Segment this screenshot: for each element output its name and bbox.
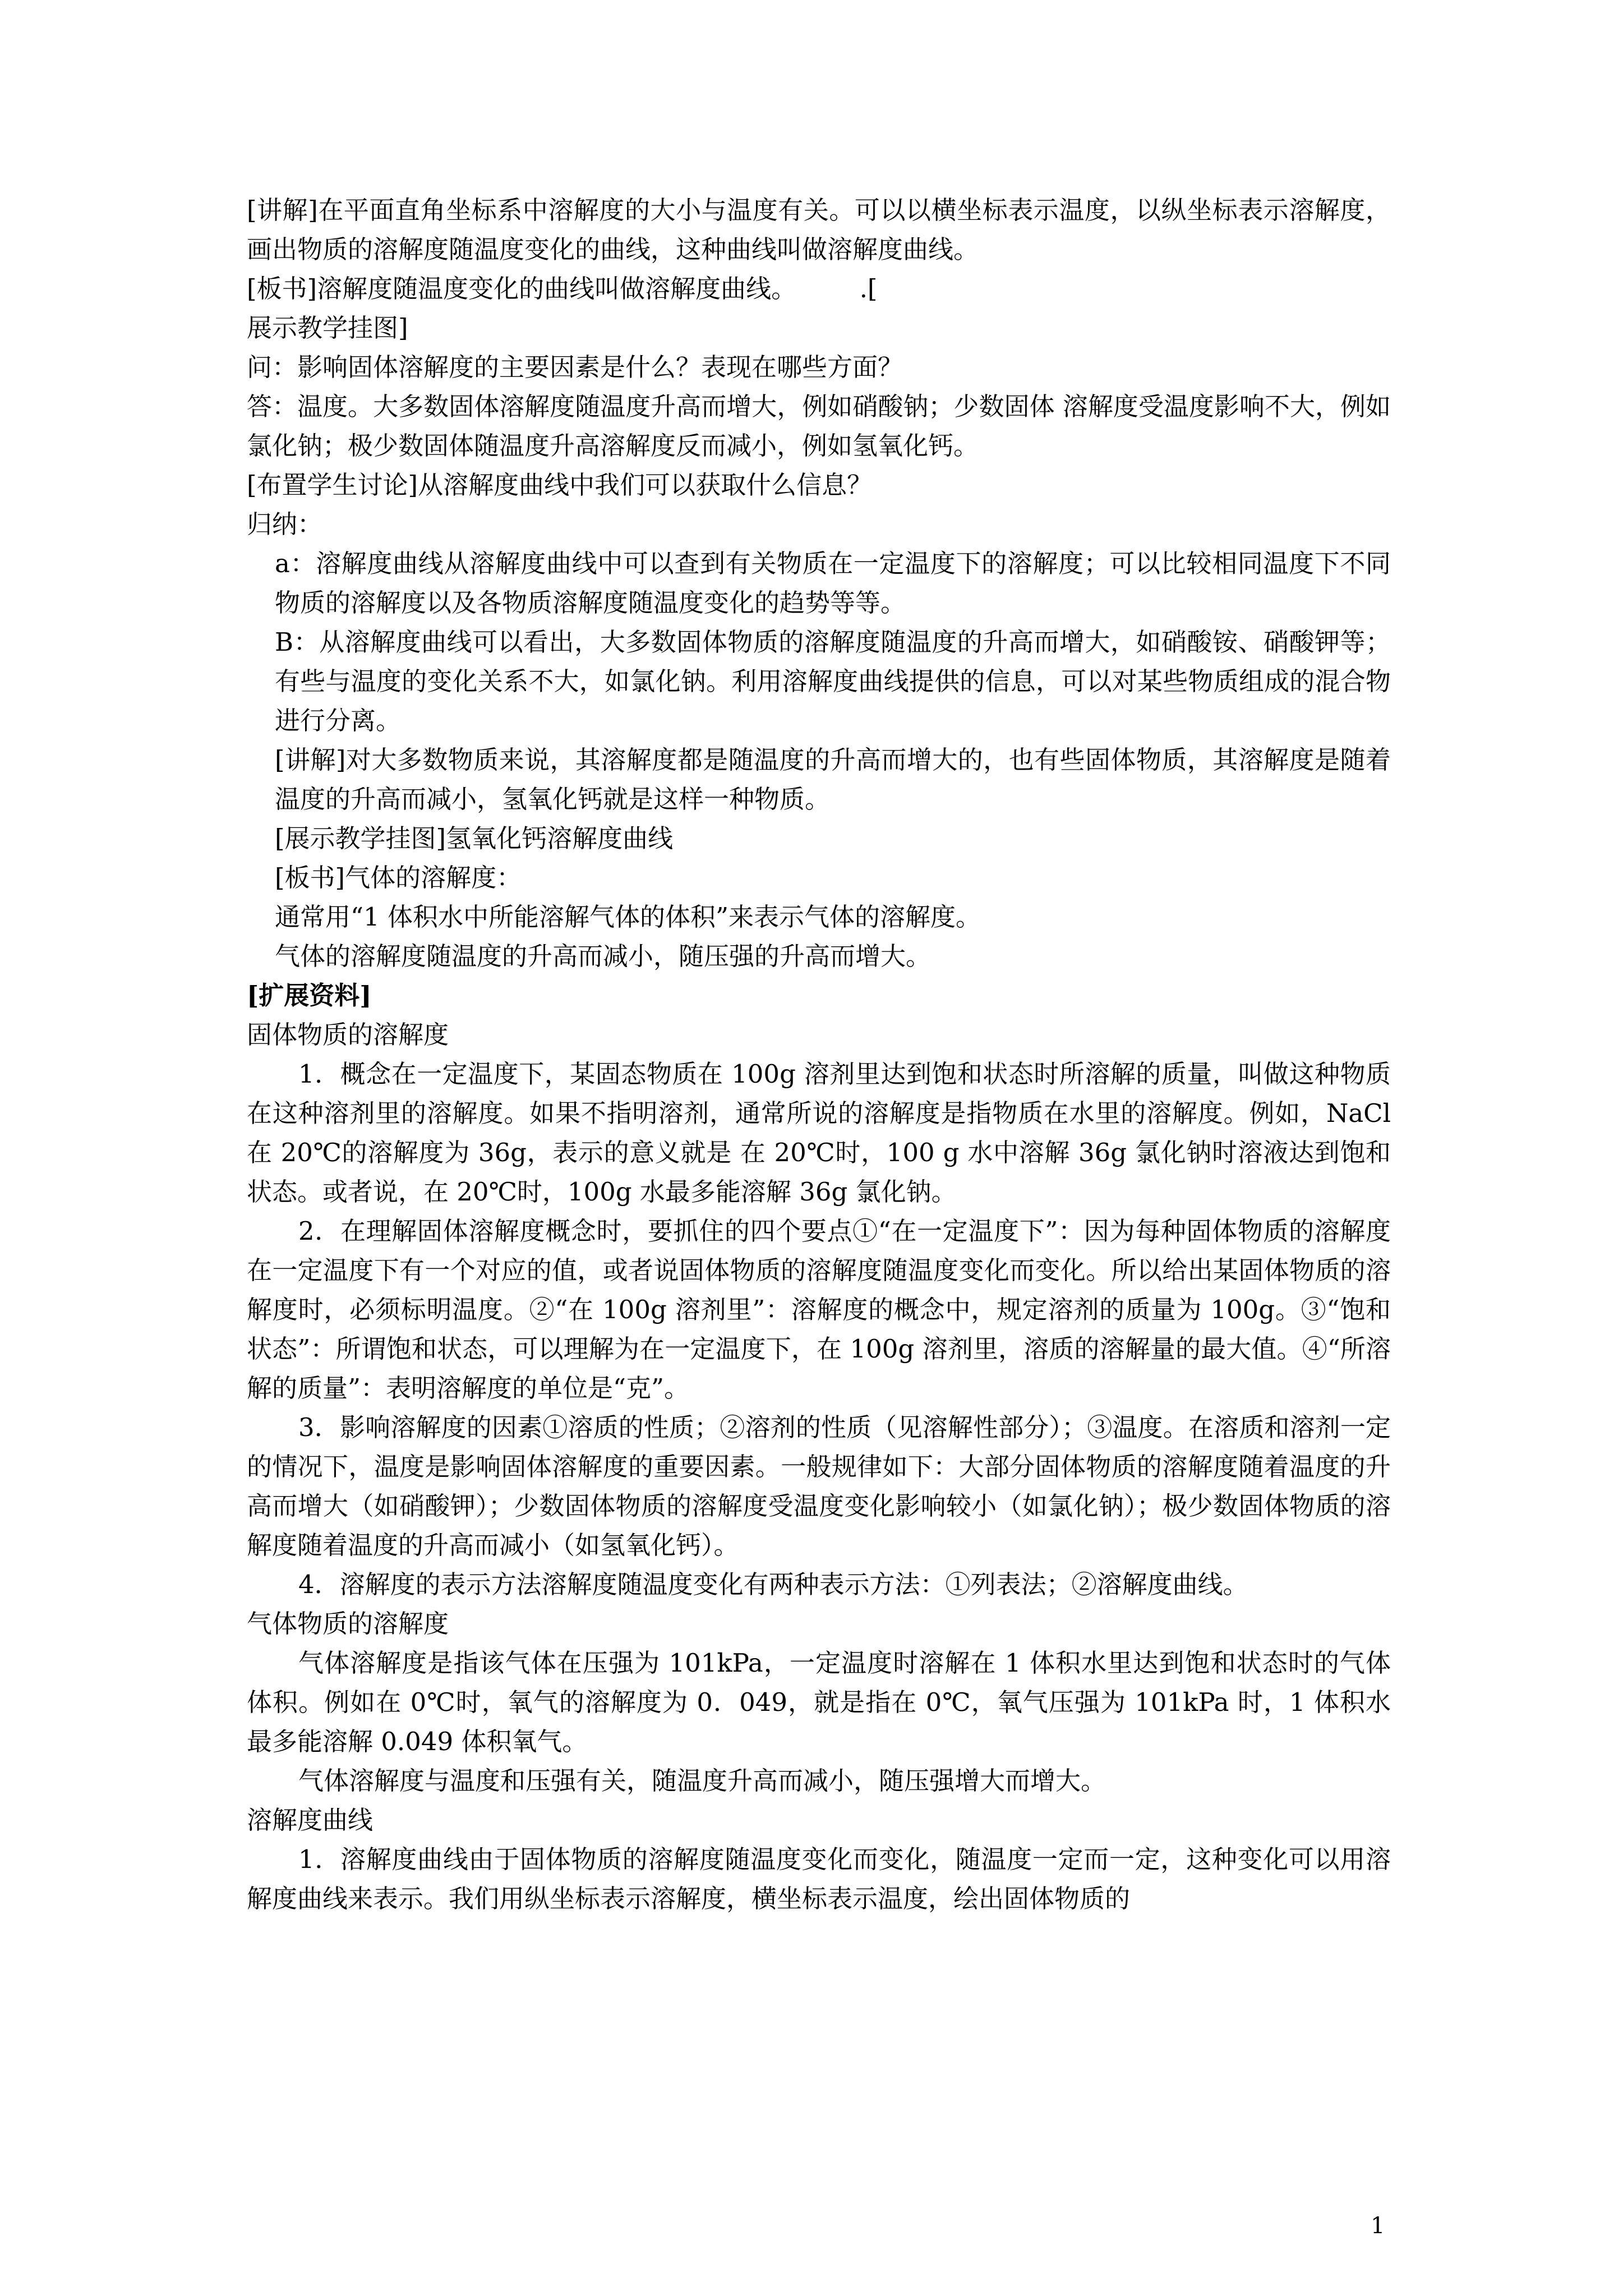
paragraph-answer: 答：温度。大多数固体溶解度随温度升高而增大，例如硝酸钠；少数固体 溶解度受温度影响不大，例如氯化钠；极少数固体随温度升高溶解度反而减小，例如氢氧化钙。 [247, 392, 1391, 461]
paragraph-summary-b: B：从溶解度曲线可以看出，大多数固体物质的溶解度随温度的升高而增大，如硝酸铵、硝酸钾等；有些与温度的变化关系不大，如氯化钠。利用溶解度曲线提供的信息，可以对某些物质组成的混合物进行分离。 [275, 627, 1391, 735]
section-heading-extended: [扩展资料] [247, 981, 372, 1010]
paragraph-four-points: 2．在理解固体溶解度概念时，要抓住的四个要点①“在一定温度下”：因为每种固体物质的溶解度在一定温度下有一个对应的值，或者说固体物质的溶解度随温度变化而变化。所以给出某固体物质的溶解度时，必须标明温度。②“在 100g 溶剂里”：溶解度的概念中，规定溶剂的质量为 100g。③“饱和状态”：所谓饱和状态，可以理解为在一定温度下，在 100g 溶剂里，溶质的溶解量的最大值。④“所溶解的质量”：表明溶解度的单位是“克”。 [247, 1216, 1391, 1403]
paragraph-summary-heading: 归纳： [247, 509, 323, 539]
paragraph-concept: 1．概念在一定温度下，某固态物质在 100g 溶剂里达到饱和状态时所溶解的质量，叫做这种物质在这种溶剂里的溶解度。如果不指明溶剂，通常所说的溶解度是指物质在水里的溶解度。例如，NaCl 在 20℃的溶解度为 36g，表示的意义就是 在 20℃时，100 g 水中溶解 36g 氯化钠时溶液达到饱和状态。或者说，在 20℃时，100g 水最多能溶解 36g 氯化钠。 [247, 1059, 1391, 1207]
page-number: 1 [1371, 2213, 1385, 2239]
paragraph-gas-solubility-def: 气体溶解度是指该气体在压强为 101kPa，一定温度时溶解在 1 体积水里达到饱和状态时的气体体积。例如在 0℃时，氧气的溶解度为 0．049，就是指在 0℃，氧气压强为 101kPa 时，1 体积水最多能溶解 0.049 体积氧气。 [247, 1648, 1391, 1756]
subheading-solid-solubility: 固体物质的溶解度 [247, 1020, 449, 1050]
document-body [247, 191, 1391, 1918]
paragraph-gas-definition: 通常用“1 体积水中所能溶解气体的体积”来表示气体的溶解度。 [275, 902, 981, 932]
paragraph-summary-a: a：溶解度曲线从溶解度曲线中可以查到有关物质在一定温度下的溶解度；可以比较相同温度下不同物质的溶解度以及各物质溶解度随温度变化的趋势等等。 [275, 549, 1391, 618]
paragraph-board-note: [板书]溶解度随温度变化的曲线叫做溶解度曲线。 .[ [247, 274, 878, 303]
paragraph-board-gas: [板书]气体的溶解度： [275, 863, 522, 892]
paragraph-lecture-calcium: [讲解]对大多数物质来说，其溶解度都是随温度的升高而增大的，也有些固体物质，其溶解度是随着温度的升高而减小，氢氧化钙就是这样一种物质。 [275, 745, 1391, 814]
paragraph-question: 问：影响固体溶解度的主要因素是什么？表现在哪些方面？ [247, 352, 903, 382]
subheading-solubility-curve: 溶解度曲线 [247, 1805, 374, 1835]
paragraph-gas-solubility-factors: 气体溶解度与温度和压强有关，随温度升高而减小，随压强增大而增大。 [298, 1766, 1106, 1796]
paragraph-lecture-intro: [讲解]在平面直角坐标系中溶解度的大小与温度有关。可以以横坐标表示温度，以纵坐标表示溶解度，画出物质的溶解度随温度变化的曲线，这种曲线叫做溶解度曲线。 [247, 195, 1391, 264]
paragraph-discussion: [布置学生讨论]从溶解度曲线中我们可以获取什么信息？ [247, 470, 873, 500]
paragraph-show-calcium-chart: [展示教学挂图]氢氧化钙溶解度曲线 [275, 823, 674, 853]
paragraph-show-chart: 展示教学挂图] [247, 313, 408, 343]
paragraph-representation: 4．溶解度的表示方法溶解度随温度变化有两种表示方法：①列表法；②溶解度曲线。 [298, 1570, 1248, 1599]
subheading-gas-solubility: 气体物质的溶解度 [247, 1609, 449, 1639]
paragraph-gas-trend: 气体的溶解度随温度的升高而减小，随压强的升高而增大。 [275, 941, 932, 971]
paragraph-factors: 3．影响溶解度的因素①溶质的性质；②溶剂的性质（见溶解性部分）；③温度。在溶质和溶剂一定的情况下，温度是影响固体溶解度的重要因素。一般规律如下：大部分固体物质的溶解度随着温度的升高而增大（如硝酸钾）；少数固体物质的溶解度受温度变化影响较小（如氯化钠）；极少数固体物质的溶解度随着温度的升高而减小（如氢氧化钙）。 [247, 1412, 1391, 1560]
paragraph-curve-definition: 1．溶解度曲线由于固体物质的溶解度随温度变化而变化，随温度一定而一定，这种变化可以用溶解度曲线来表示。我们用纵坐标表示溶解度，横坐标表示温度，绘出固体物质的 [247, 1844, 1391, 1913]
